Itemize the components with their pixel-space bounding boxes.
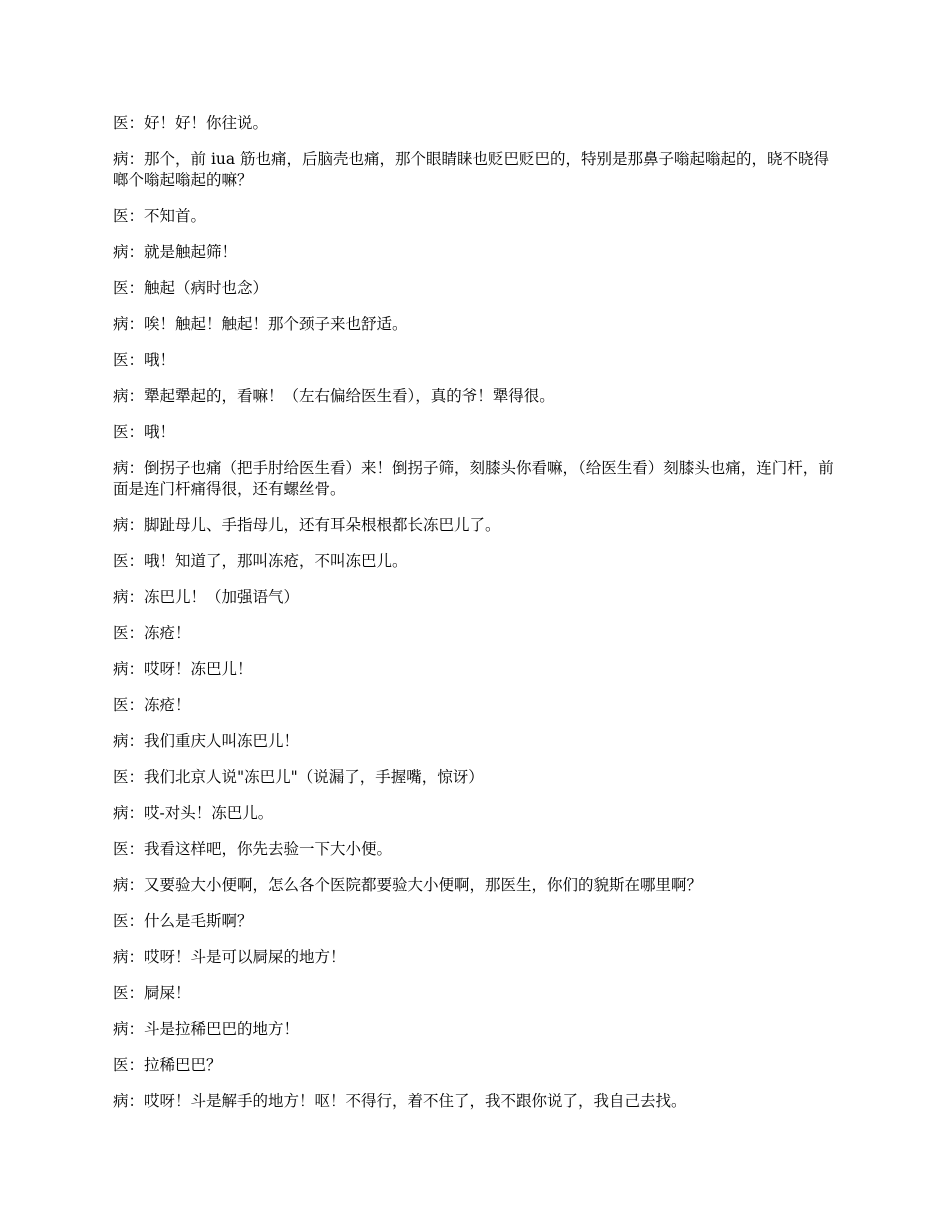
line-text: 冻疮！ bbox=[144, 624, 191, 642]
speaker-label: 医： bbox=[113, 351, 145, 369]
speaker-label: 病： bbox=[113, 387, 145, 405]
dialogue-line bbox=[113, 695, 839, 716]
line-text: 我们北京人说"冻巴儿"（说漏了，手握嘴，惊讶） bbox=[144, 768, 484, 786]
dialogue-line bbox=[113, 314, 839, 335]
line-text: 就是触起筛！ bbox=[144, 243, 238, 261]
dialogue-line bbox=[113, 983, 839, 1004]
speaker-label: 医： bbox=[113, 279, 145, 297]
line-text: 我们重庆人叫冻巴儿！ bbox=[144, 732, 300, 750]
line-text: 冻巴儿！（加强语气） bbox=[144, 588, 300, 606]
speaker-label: 病： bbox=[113, 1020, 145, 1038]
dialogue-line bbox=[113, 515, 839, 536]
line-text: 倒拐子也痛（把手肘给医生看）来！倒拐子筛，刻膝头你看嘛，（给医生看）刻膝头也痛，连门杆，前面是连门杆痛得很，还有螺丝骨。 bbox=[113, 459, 834, 498]
line-text: 哎呀！斗是可以屙屎的地方！ bbox=[144, 948, 346, 966]
line-text: 我看这样吧，你先去验一下大小便。 bbox=[144, 840, 393, 858]
line-text: 好！好！你往说。 bbox=[144, 114, 269, 132]
dialogue-line bbox=[113, 911, 839, 932]
dialogue-line bbox=[113, 659, 839, 680]
speaker-label: 病： bbox=[113, 732, 145, 750]
speaker-label: 医： bbox=[113, 624, 145, 642]
speaker-label: 医： bbox=[113, 423, 145, 441]
line-text: 哎呀！冻巴儿！ bbox=[144, 660, 253, 678]
speaker-label: 病： bbox=[113, 150, 145, 168]
line-text: 哦！知道了，那叫冻疮，不叫冻巴儿。 bbox=[144, 552, 408, 570]
dialogue-line bbox=[113, 350, 839, 371]
dialogue-line bbox=[113, 1091, 839, 1112]
dialogue-line bbox=[113, 458, 839, 500]
speaker-label: 医： bbox=[113, 768, 145, 786]
dialogue-line bbox=[113, 767, 839, 788]
speaker-label: 医： bbox=[113, 696, 145, 714]
line-text: 冻疮！ bbox=[144, 696, 191, 714]
dialogue-line bbox=[113, 839, 839, 860]
speaker-label: 病： bbox=[113, 315, 145, 333]
line-text: 哎-对头！冻巴儿。 bbox=[144, 804, 274, 822]
dialogue-line bbox=[113, 206, 839, 227]
speaker-label: 医： bbox=[113, 1056, 145, 1074]
speaker-label: 医： bbox=[113, 840, 145, 858]
dialogue-line bbox=[113, 1019, 839, 1040]
speaker-label: 病： bbox=[113, 876, 145, 894]
line-text: 犟起犟起的，看嘛！（左右偏给医生看），真的爷！犟得很。 bbox=[144, 387, 555, 405]
speaker-label: 医： bbox=[113, 984, 145, 1002]
dialogue-line bbox=[113, 587, 839, 608]
dialogue-line bbox=[113, 278, 839, 299]
dialogue-line bbox=[113, 1055, 839, 1076]
line-text: 触起（病时也念） bbox=[144, 279, 269, 297]
dialogue-line bbox=[113, 875, 839, 896]
speaker-label: 病： bbox=[113, 660, 145, 678]
speaker-label: 医： bbox=[113, 912, 145, 930]
dialogue-line bbox=[113, 623, 839, 644]
dialogue-line bbox=[113, 386, 839, 407]
speaker-label: 病： bbox=[113, 948, 145, 966]
speaker-label: 医： bbox=[113, 114, 145, 132]
speaker-label: 病： bbox=[113, 516, 145, 534]
line-text: 不知首。 bbox=[144, 207, 207, 225]
line-text: 唉！触起！触起！那个颈子来也舒适。 bbox=[144, 315, 408, 333]
dialogue-line bbox=[113, 149, 839, 191]
speaker-label: 医： bbox=[113, 207, 145, 225]
line-text: 哦！ bbox=[144, 423, 176, 441]
line-text: 哎呀！斗是解手的地方！呕！不得行，着不住了，我不跟你说了，我自己去找。 bbox=[144, 1092, 687, 1110]
speaker-label: 病： bbox=[113, 459, 145, 477]
line-text: 又要验大小便啊，怎么各个医院都要验大小便啊，那医生，你们的貌斯在哪里啊？ bbox=[144, 876, 703, 894]
line-text: 脚趾母儿、手指母儿，还有耳朵根根都长冻巴儿了。 bbox=[144, 516, 501, 534]
dialogue-line bbox=[113, 422, 839, 443]
speaker-label: 病： bbox=[113, 804, 145, 822]
line-text: 那个，前 iua 筋也痛，后脑壳也痛，那个眼睛睐也贬巴贬巴的，特别是那鼻子嗡起嗡起的，晓不晓得啷个嗡起嗡起的嘛？ bbox=[113, 150, 830, 189]
dialogue-line bbox=[113, 803, 839, 824]
line-text: 哦！ bbox=[144, 351, 176, 369]
dialogue-line bbox=[113, 947, 839, 968]
dialogue-line bbox=[113, 551, 839, 572]
line-text: 什么是毛斯啊？ bbox=[144, 912, 253, 930]
line-text: 斗是拉稀巴巴的地方！ bbox=[144, 1020, 300, 1038]
speaker-label: 病： bbox=[113, 588, 145, 606]
document-page bbox=[113, 113, 839, 1127]
dialogue-line bbox=[113, 242, 839, 263]
speaker-label: 病： bbox=[113, 243, 145, 261]
speaker-label: 医： bbox=[113, 552, 145, 570]
line-text: 拉稀巴巴？ bbox=[144, 1056, 222, 1074]
line-text: 屙屎！ bbox=[144, 984, 191, 1002]
speaker-label: 病： bbox=[113, 1092, 145, 1110]
dialogue-line bbox=[113, 113, 839, 134]
dialogue-line bbox=[113, 731, 839, 752]
